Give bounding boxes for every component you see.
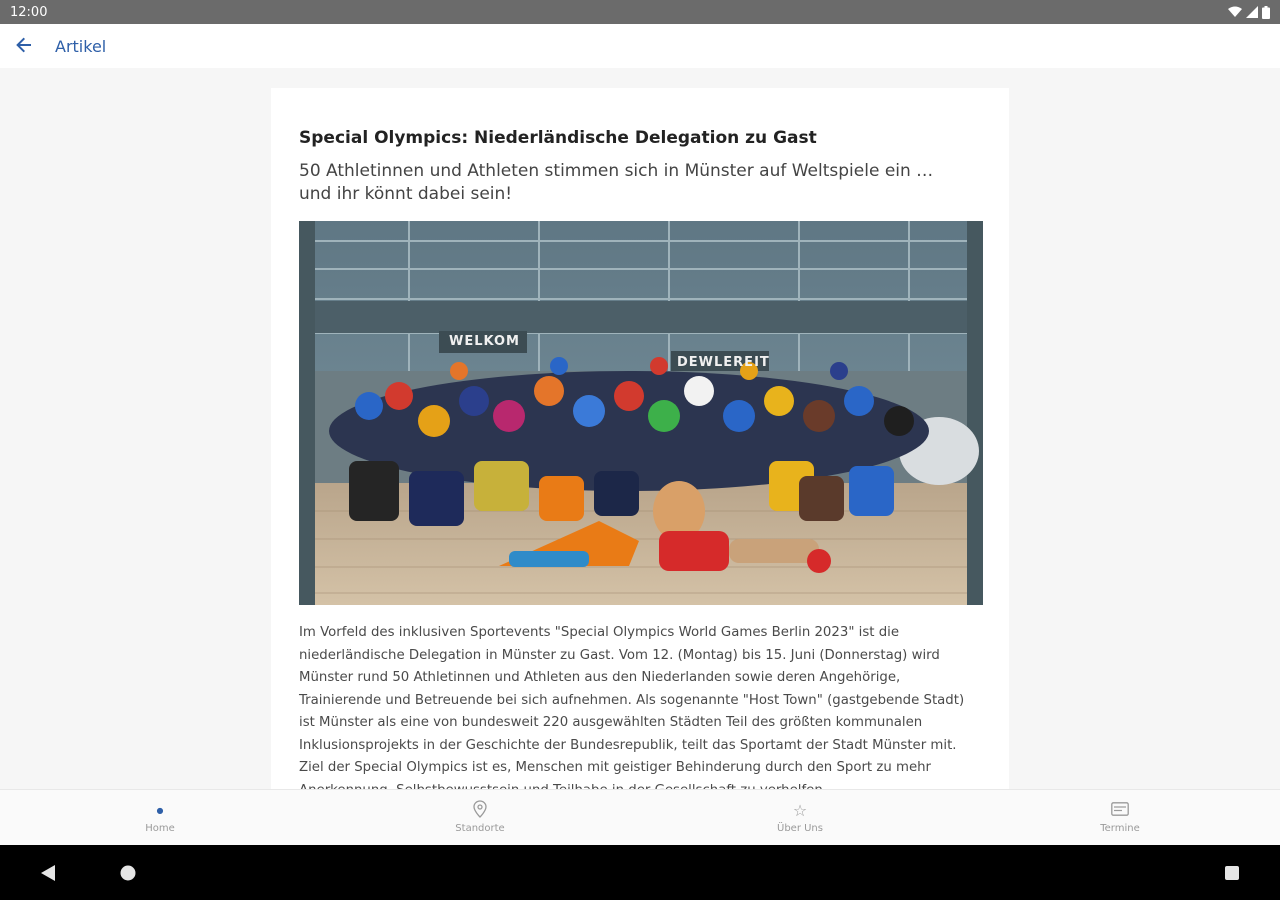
status-bar bbox=[0, 0, 1280, 24]
status-icons bbox=[1228, 6, 1270, 19]
nav-item-standorte[interactable] bbox=[320, 790, 640, 845]
article-scroll-area[interactable] bbox=[0, 68, 1280, 789]
app-bar bbox=[0, 24, 1280, 68]
bottom-navigation bbox=[0, 789, 1280, 845]
location-pin-icon bbox=[474, 801, 486, 823]
article-card bbox=[271, 88, 1009, 808]
nav-item-termine[interactable] bbox=[960, 790, 1280, 845]
article-subheadline: 50 Athletinnen und Athleten stimmen sich in Münster auf Weltspiele ein … und ihr könnt dabei sein! bbox=[299, 161, 934, 204]
nav-label-standorte: Standorte bbox=[455, 823, 505, 834]
system-home-button[interactable] bbox=[120, 865, 136, 885]
back-button[interactable] bbox=[16, 34, 40, 58]
system-recents-button[interactable] bbox=[1224, 865, 1240, 885]
image-sign-right: DEWLEREIT bbox=[677, 355, 770, 370]
star-icon: ☆ bbox=[792, 801, 808, 820]
wifi-icon bbox=[1228, 6, 1242, 18]
nav-label-termine: Termine bbox=[1100, 823, 1140, 834]
page-title: Artikel bbox=[55, 36, 107, 56]
triangle-back-icon bbox=[40, 864, 56, 882]
article-image bbox=[299, 221, 983, 605]
nav-label-ueber-uns: Über Uns bbox=[777, 823, 823, 834]
calendar-icon bbox=[1111, 801, 1129, 823]
nav-label-home: Home bbox=[145, 823, 175, 834]
home-icon: ● bbox=[156, 806, 164, 815]
nav-item-home[interactable] bbox=[0, 790, 320, 845]
battery-icon bbox=[1262, 6, 1270, 19]
article-body: Im Vorfeld des inklusiven Sportevents "Special Olympics World Games Berlin 2023" ist die niederländische Delegation in Münster zu Gast. Vom 12. (Montag) bis 15. Juni (Donnerstag) wird Münster rund 50 Athletinnen und Athleten aus den Niederlanden sowie deren Angehörige, Trainierende und Betreuende bei sich aufnehmen. Als sogenannte "Host Town" (gastgebende Stadt) ist Münster als eine von bundesweit 220 ausgewählten Städten Teil des größten kommunalen Inklusionsprojekts in der Geschichte der Bundesrepublik, teilt das Sportamt der Stadt Münster mit. Ziel der Special Olympics ist es, Menschen mit geistiger Behinderung durch den Sport zu mehr bbox=[299, 625, 965, 775]
system-navigation-bar bbox=[0, 845, 1280, 900]
square-recents-icon bbox=[1224, 865, 1240, 881]
system-back-button[interactable] bbox=[40, 864, 56, 886]
nav-item-ueber-uns[interactable] bbox=[640, 790, 960, 845]
group-photo-illustration bbox=[299, 221, 983, 605]
image-sign-left: WELKOM bbox=[449, 334, 520, 349]
signal-icon bbox=[1246, 6, 1258, 18]
circle-home-icon bbox=[120, 865, 136, 881]
arrow-left-icon bbox=[16, 37, 32, 53]
article-headline: Special Olympics: Niederländische Delegation zu Gast bbox=[299, 128, 817, 148]
status-time: 12:00 bbox=[10, 4, 48, 20]
